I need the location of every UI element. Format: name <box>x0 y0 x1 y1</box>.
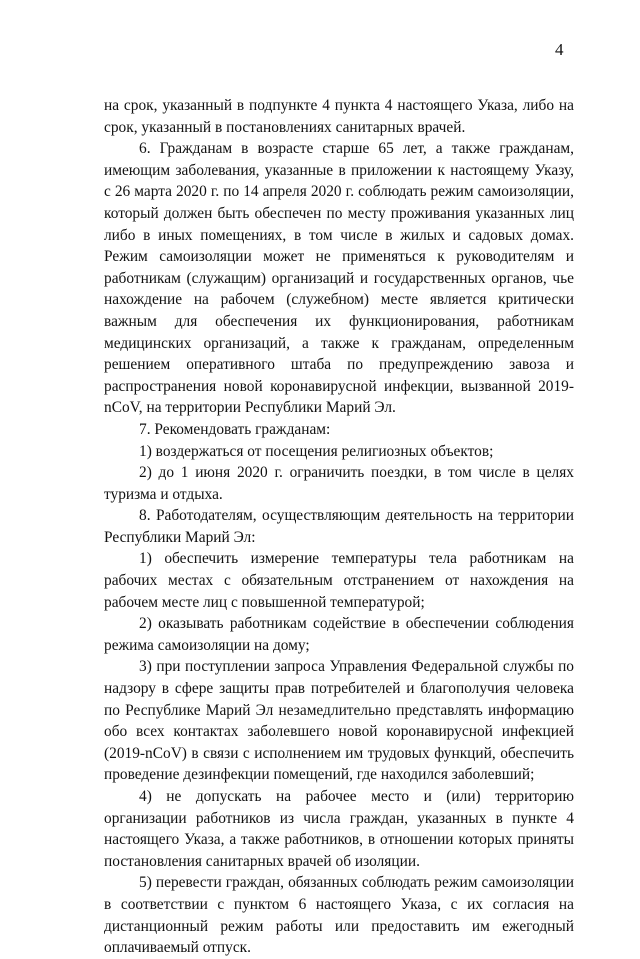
page-number: 4 <box>555 40 564 59</box>
paragraph-item-7-1: 1) воздержаться от посещения религиозных объектов; <box>139 442 494 460</box>
paragraph-item-8-5: 5) перевести граждан, обязанных соблюдать режим самоизоляции в соответствии с пунктом 6 настоящего Указа, с их согласия на дистанционный режим работы или предоставить им ежегодный оплачиваемый отпуск. <box>104 874 574 957</box>
paragraph-item-8: 8. Работодателям, осуществляющим деятельность на территории Республики Марий Эл: <box>104 507 574 546</box>
document-body <box>104 95 574 959</box>
paragraph-item-8-2: 2) оказывать работникам содействие в обеспечении соблюдения режима самоизоляции на дому; <box>104 615 574 654</box>
paragraph-item-8-4: 4) не допускать на рабочее место и (или) территорию организации работников из числа граждан, указанных в пункте 4 настоящего Указа, а также работников, в отношении которых приняты постановления санитарных врачей об изоляции. <box>104 788 574 870</box>
paragraph-item-7-2: 2) до 1 июня 2020 г. ограничить поездки, в том числе в целях туризма и отдыха. <box>104 464 574 503</box>
paragraph-item-8-1: 1) обеспечить измерение температуры тела работникам на рабочих местах с обязательным отстранением от нахождения на рабочем месте лиц с повышенной температурой; <box>104 550 574 611</box>
paragraph-item-7: 7. Рекомендовать гражданам: <box>139 420 331 438</box>
paragraph-item-8-3: 3) при поступлении запроса Управления Федеральной службы по надзору в сфере защиты прав потребителей и благополучия человека по Республике Марий Эл незамедлительно представлять информацию обо всех контактах заболевшего новой коронавирусной инфекцией (2019-nCoV) в связи с исполнением им трудовых функций, обеспечить проведение дезинфекции помещений, где находился заболевший; <box>104 658 574 784</box>
paragraph-item-6: 6. Гражданам в возрасте старше 65 лет, а также гражданам, имеющим заболевания, указанные в приложении к настоящему Указу, с 26 марта 2020 г. по 14 апреля 2020 г. соблюдать режим самоизоляции, который должен быть обеспечен по месту проживания указанных лиц либо в иных помещениях, в том числе в жилых и садовых домах. Режим самоизоляции может не применяться к руководителям и работникам (служащим) организаций и государственных органов, чье нахождение на рабочем (служебном) месте является критически важным для обеспечения их функционирования, работникам медицинских организаций, а также к гражданам, определенным решением оперативного штаба по предупреждению завоза и распространения новой коронавирусной инфекции, вызванной 2019-nCoV, на территории Республики Марий Эл. <box>104 140 574 417</box>
paragraph-continuation: на срок, указанный в подпункте 4 пункта 4 настоящего Указа, либо на срок, указанный в постановлениях санитарных врачей. <box>104 97 574 136</box>
